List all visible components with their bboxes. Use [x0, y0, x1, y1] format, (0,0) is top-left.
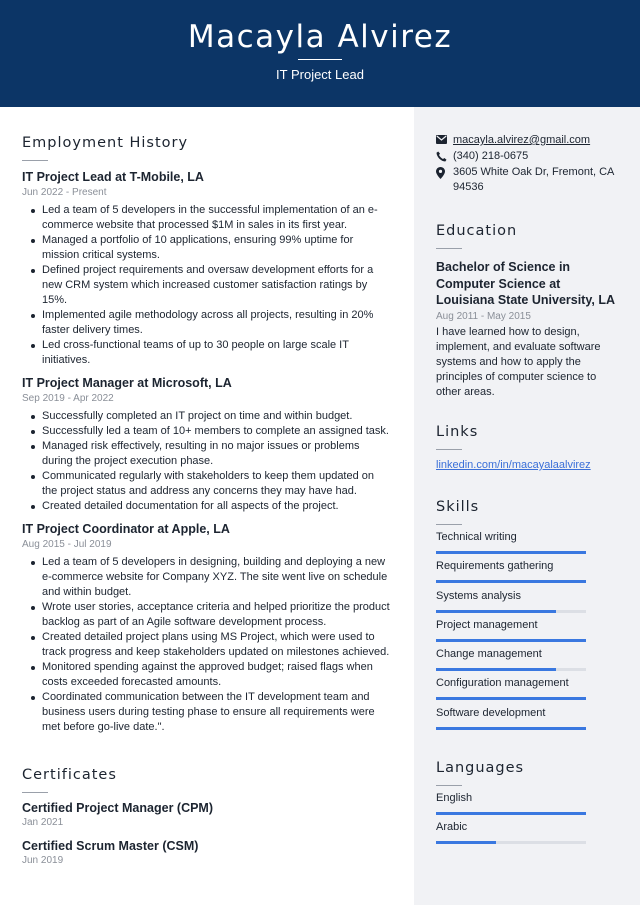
job-bullet: Implemented agile methodology across all projects, resulting in 20% faster delivery times.: [22, 308, 390, 338]
job-bullet: Successfully completed an IT project on time and within budget.: [22, 409, 390, 424]
contact-email: [436, 133, 616, 148]
language-label: English: [436, 792, 473, 804]
language-item: [436, 818, 616, 847]
job-bullet: Created detailed documentation for all aspects of the project.: [22, 499, 390, 514]
skill-level-track: [436, 668, 586, 671]
certificate-entry: [22, 838, 390, 868]
contact-block: [436, 133, 616, 196]
resume-header: [0, 0, 640, 107]
map-pin-icon: [436, 165, 453, 179]
job-bullets: [22, 203, 390, 368]
skill-level-track: [436, 639, 586, 642]
skill-level-track: [436, 727, 586, 730]
job-bullet: Communicated regularly with stakeholders to keep them updated on the project status and address any concerns they may have had.: [22, 469, 390, 499]
skill-item: [436, 557, 616, 586]
employment-heading: Employment History: [22, 135, 189, 151]
job-bullet: Managed risk effectively, resulting in no major issues or problems during the project execution phase.: [22, 439, 390, 469]
skill-level-track: [436, 610, 586, 613]
address-text: 3605 White Oak Dr, Fremont, CA 94536: [453, 166, 614, 193]
skill-label: Project management: [436, 618, 538, 631]
job-entry: [22, 169, 390, 368]
links-heading: Links: [436, 424, 479, 440]
certificate-date: Jun 2019: [22, 855, 64, 866]
section-divider: [22, 160, 48, 161]
job-bullet: Managed a portfolio of 10 applications, ensuring 99% uptime for mission critical systems.: [22, 233, 390, 263]
certificate-entry: [22, 800, 390, 830]
header-divider: [298, 59, 342, 60]
skill-item: [436, 704, 616, 733]
section-divider: [22, 792, 48, 793]
section-divider: [436, 449, 462, 450]
skill-level-fill: [436, 551, 586, 554]
languages-heading: Languages: [436, 760, 525, 776]
envelope-icon: [436, 133, 453, 144]
job-bullet: Led cross-functional teams of up to 30 people on large scale IT initiatives.: [22, 338, 390, 368]
job-bullet: Created detailed project plans using MS Project, which were used to track progress and keep stakeholders updated on milestones achieved.: [22, 630, 390, 660]
language-level-fill: [436, 841, 496, 844]
language-level-track: [436, 812, 586, 815]
languages-block: [436, 758, 616, 848]
skill-level-fill: [436, 697, 586, 700]
contact-phone: [436, 149, 616, 164]
job-bullet: Monitored spending against the approved budget; raised flags when costs exceeded forecasted amounts.: [22, 660, 390, 690]
job-title: IT Project Lead at T-Mobile, LA: [22, 170, 204, 184]
skill-label: Software development: [436, 706, 546, 719]
skill-level-fill: [436, 727, 586, 730]
skill-level-fill: [436, 668, 556, 671]
skill-item: [436, 587, 616, 616]
section-divider: [436, 248, 462, 249]
job-bullet: Defined project requirements and oversaw development efforts for a new CRM system which increased customer satisfaction ratings by 15%.: [22, 263, 390, 308]
language-label: Arabic: [436, 821, 468, 834]
degree-date: Aug 2011 - May 2015: [436, 310, 531, 322]
job-bullet: Led a team of 5 developers in designing, building and deploying a new e-commerce website for Company XYZ. The site went live on schedule and within budget.: [22, 555, 390, 600]
degree-description: I have learned how to design, implement, and evaluate software systems and how to apply the principles of computer science to other areas.: [436, 325, 601, 398]
linkedin-link[interactable]: linkedin.com/in/macayalaalvirez: [436, 459, 591, 471]
certificate-date: Jan 2021: [22, 817, 64, 828]
job-entry: [22, 521, 390, 735]
skill-label: Change management: [436, 648, 542, 661]
skill-level-fill: [436, 610, 556, 613]
job-title: IT Project Manager at Microsoft, LA: [22, 376, 232, 390]
job-bullet: Led a team of 5 developers in the successful implementation of an e-commerce website that processed $1M in sales in its first year.: [22, 203, 390, 233]
language-level-fill: [436, 812, 586, 815]
skill-label: Systems analysis: [436, 589, 521, 602]
education-block: [436, 221, 616, 400]
skill-item: [436, 528, 616, 557]
main-column: [22, 133, 390, 868]
skill-level-track: [436, 697, 586, 700]
certificate-title: Certified Project Manager (CPM): [22, 801, 214, 815]
email-link[interactable]: macayla.alvirez@gmail.com: [453, 134, 591, 146]
section-divider: [436, 524, 462, 525]
job-bullet: Wrote user stories, acceptance criteria and helped prioritize the product backlog as part of an Agile software development process.: [22, 600, 390, 630]
job-title: IT Project Coordinator at Apple, LA: [22, 522, 230, 536]
candidate-role: IT Project Lead: [276, 67, 364, 82]
skills-block: [436, 497, 616, 733]
contact-address: [436, 165, 616, 195]
degree-title: Bachelor of Science in Computer Science at Louisiana State University, LA: [436, 260, 615, 307]
job-bullet: Successfully led a team of 10+ members to complete an assigned task.: [22, 424, 390, 439]
phone-text: (340) 218-0675: [453, 150, 529, 162]
language-item: [436, 789, 616, 818]
job-date: Sep 2019 - Apr 2022: [22, 393, 114, 404]
skill-level-fill: [436, 639, 586, 642]
skill-item: [436, 616, 616, 645]
skills-list: [436, 528, 616, 733]
phone-icon: [436, 149, 453, 162]
education-heading: Education: [436, 223, 518, 239]
skill-level-track: [436, 551, 586, 554]
languages-list: [436, 789, 616, 848]
skill-level-fill: [436, 580, 586, 583]
job-bullets: [22, 555, 390, 735]
skill-label: Requirements gathering: [436, 560, 554, 573]
job-date: Aug 2015 - Jul 2019: [22, 539, 112, 550]
job-bullet: Coordinated communication between the IT development team and business users during testing phase to ensure all requirements were met before go-live date.".: [22, 690, 390, 735]
language-level-track: [436, 841, 586, 844]
job-bullets: [22, 409, 390, 514]
job-date: Jun 2022 - Present: [22, 187, 107, 198]
skill-item: [436, 645, 616, 674]
certificate-title: Certified Scrum Master (CSM): [22, 839, 199, 853]
skills-heading: Skills: [436, 499, 480, 515]
candidate-name: Macayla Alvirez: [187, 19, 453, 55]
skill-level-track: [436, 580, 586, 583]
links-block: [436, 422, 616, 473]
skill-label: Configuration management: [436, 677, 569, 690]
skill-label: Technical writing: [436, 531, 517, 543]
certificates-heading: Certificates: [22, 767, 117, 783]
job-entry: [22, 375, 390, 514]
skill-item: [436, 674, 616, 703]
section-divider: [436, 785, 462, 786]
